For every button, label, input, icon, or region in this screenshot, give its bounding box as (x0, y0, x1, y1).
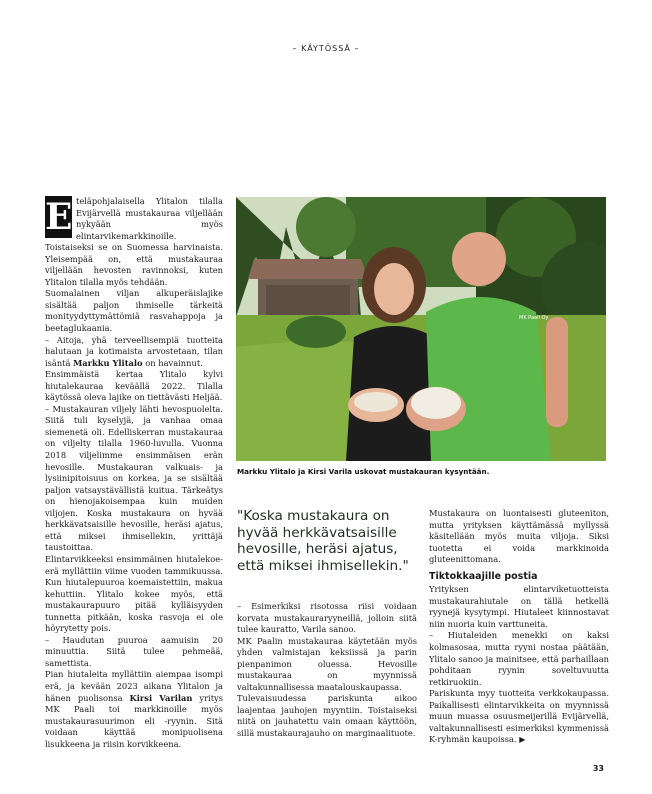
person-name-kirsi: Kirsi Varilan (129, 692, 193, 703)
person-name-markku: Markku Ylitalo (73, 357, 143, 368)
intro-paragraph: E teläpohjalaisella Ylitalon tilalla Evijärvellä mustakauraa viljellään nykyään myös elintarvikemarkkinoille. Toistaiseksi se on Suomessa harvinaista. Yleisempää on, että mustakauraa viljellään hevosten ravinnoksi, kuten Ylitalon tilalla myös tehdään. (45, 196, 223, 287)
body-paragraph: – Haudutan puuroa aamuisin 20 minuuttia. Siitä tulee pehmeää, samettista. (45, 634, 223, 668)
body-paragraph: – Esimerkiksi risotossa riisi voidaan korvata mustakauraryyneillä, jolloin siitä tulee kauratto, Varila sanoo. (237, 601, 417, 635)
body-paragraph: MK Paalin mustakauraa käytetään myös yhden valmistajan keksiissä ja parin pienpanimon oluessa. Hevosille mustakauraa on myynnissä valtakunnallisessa maatalouskaupassa. (237, 635, 417, 692)
article-column-2 (237, 601, 417, 740)
body-paragraph: – Aitoja, yhä terveellisempiä tuotteita halutaan ja kotimaista arvostetaan, tilan isäntä Markku Ylitalo on havainnut. (45, 334, 223, 368)
body-paragraph: Pian hiutaleita myllättiin aiempaa isompi erä, ja kevään 2023 aikana Ylitalon ja hänen puolisonsa Kirsi Varilan yritys MK Paali toi markkinoille myös mustakaurasuurimon eli -ryynin. Sitä voidaan käyttää monipuolisena lisukkeena ja riisin korvikkeena. (45, 669, 223, 749)
page-number: 33 (592, 764, 604, 773)
body-paragraph: Tulevaisuudessa pariskunta aikoo laajentaa jauhojen myyntiin. Toistaiseksi niitä on jauhatettu vain omaan käyttöön, sillä mustakaurajauho on marginaalituote. (237, 693, 417, 739)
end-mark-icon: ▶ (519, 735, 526, 745)
section-header: – KÄYTÖSSÄ – (292, 44, 360, 53)
drop-cap: E (45, 196, 73, 238)
article-column-1 (45, 196, 223, 750)
subheading: Tiktokkaajille postia (429, 570, 538, 582)
article-photo (236, 197, 606, 461)
article-column-3 (429, 508, 609, 746)
body-paragraph: – Mustakauran viljely lähti hevospuolelta. Siitä tuli kyselyjä, ja vanhaa omaa siemenetä oli. Edelliskerran mustakauraa on viljelty tilalla 1960-luvulla. Vuonna 2018 viljelimme ensimmäisen erän hevosille. Mustakauran valkuais- ja lysiinipitoisuus on korkea, ja se sisältää paljon vatsaystävällistä kuitua. Tärkeätys on hienojakoisempaa kuin muiden viljojen. Koska mustakaura on hyvää herkkävatsaisille hevosille, heräsi ajatus, että miksei ihmisellekin, yrittäjä taustoittaa. (45, 403, 223, 553)
body-paragraph: – Hiutaleiden menekki on kaksi kolmasosaa, mutta ryyni nostaa päätään, Ylitalo sanoo ja mainitsee, että parhaillaan pohditaan ryynin soveltuvuutta retkiruokiin. (429, 630, 609, 687)
body-paragraph: Ensimmäistä kertaa Ylitalo kylvi hiutalekauraa keväällä 2022. Tilalla käytössä oleva lajike on tiettävästi Heljää. (45, 369, 223, 403)
body-paragraph: Pariskunta myy tuotteita verkkokaupassa. Paikallisesti elintarvikkeita on myynnissä muun muassa osuusmeijerillä Evijärvellä, valtakunnallisesti esimerkiksi kymmenissä K-ryhmän kaupoissa. ▶ (429, 688, 609, 745)
pull-quote: "Koska mustakaura on hyvää herkkävatsaisille hevosille, heräsi ajatus, että miksei ihmisellekin." (237, 508, 409, 574)
photo-caption: Markku Ylitalo ja Kirsi Varila uskovat mustakauran kysyntään. (237, 467, 490, 476)
body-paragraph: Elintarvikkeeksi ensimmäinen hiutalekoe-erä myllättiin viime vuoden tammikuussa. Kun hiutalepuuroa koemaistettiin, makua kehuttiin. Ylitalo kokee myös, että mustakaurapuuro pitää kylläisyyden tunnetta pitkään, koska rasvoja ei ole höyrytetty pois. (45, 553, 223, 634)
body-paragraph: Yrityksen elintarviketuotteista mustakaurahiutale on tällä hetkellä ryynejä kysytympi. Hiutaleet kiinnostavat niin nuoria kuin varttuneita. (429, 584, 609, 629)
body-paragraph: Mustakaura on luontaisesti gluteeniton, mutta yrityksen käyttämässä myllyssä käsitellään myös muita viljoja. Siksi tuotetta ei voida markkinoida gluteenittomana. (429, 508, 609, 565)
shirt-logo: MK Paali Oy (519, 315, 549, 321)
body-paragraph: Suomalainen viljan alkuperäislajike sisältää paljon ihmiselle tärkeitä monityydyttymättömiä rasvahappoja ja beetaglukaania. (45, 288, 223, 334)
